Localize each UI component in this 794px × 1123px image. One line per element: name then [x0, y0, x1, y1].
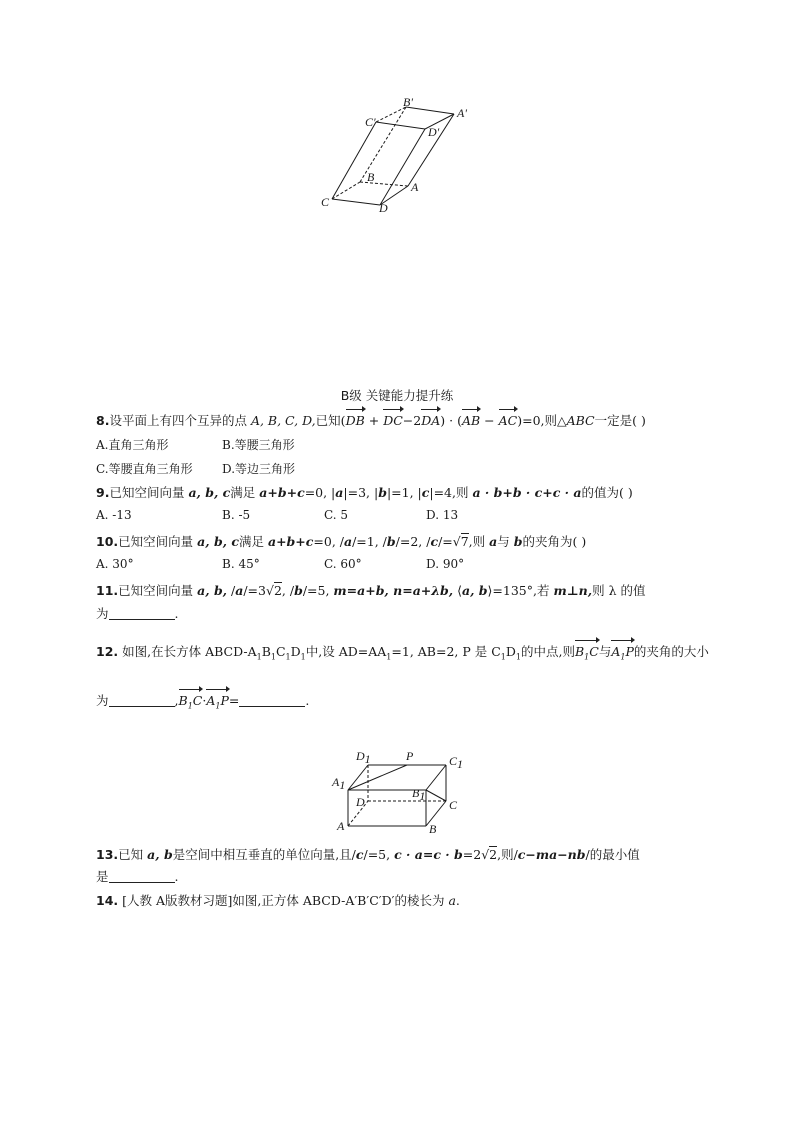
vector-da: DA	[421, 413, 441, 428]
label-c: C	[449, 798, 458, 812]
edge-b1-c1	[426, 765, 446, 790]
q10-a: a	[489, 534, 498, 549]
cuboid-figure	[330, 748, 470, 838]
q13-text: 是	[96, 869, 109, 884]
label-b: B	[429, 822, 437, 836]
q10-b: b	[513, 534, 523, 549]
q8-text: +	[364, 413, 384, 428]
section-title: B级 关键能力提升练	[340, 388, 454, 403]
question-12	[96, 643, 709, 667]
q12-text: C	[275, 644, 286, 659]
q11-text: 为	[96, 606, 109, 621]
label-a1: A1	[332, 775, 346, 792]
q9-text: 的值为( )	[581, 485, 633, 500]
answer-blank[interactable]	[109, 607, 175, 620]
q13-text: 已知	[118, 847, 148, 862]
q12-text: D	[505, 644, 516, 659]
subscript: 1	[300, 652, 306, 662]
subscript: 1	[285, 652, 291, 662]
q10-text: /=	[438, 534, 453, 549]
question-13	[96, 846, 640, 864]
question-14	[96, 892, 460, 910]
sqrt-value: 2	[489, 847, 498, 862]
q8-text: 已知(	[315, 413, 346, 428]
subscript: 1	[215, 701, 221, 711]
subscript: 1	[620, 652, 626, 662]
q10-c: c	[430, 534, 439, 549]
question-number: 11.	[96, 583, 119, 598]
question-9	[96, 484, 633, 502]
vector-b1c	[179, 692, 203, 716]
label-b: B	[367, 170, 375, 184]
q10-text: /=2, /	[395, 534, 431, 549]
q9-option-a: A. -13	[96, 508, 132, 522]
q13-c: c	[355, 847, 364, 862]
q13-ca: c · a=c · b	[394, 847, 463, 862]
q10-text: 的夹角为( )	[522, 534, 587, 549]
question-11-line2	[96, 605, 179, 623]
question-number: 14.	[96, 893, 119, 908]
answer-blank[interactable]	[109, 694, 175, 707]
q12-text: 如图,在长方体 ABCD-A	[118, 644, 257, 659]
sqrt-symbol: √7	[452, 534, 469, 549]
question-10	[96, 533, 586, 551]
q12-text: 中,设	[305, 644, 339, 659]
segment-b1-c	[426, 790, 446, 801]
vec-part: B	[178, 693, 188, 708]
subscript: 1	[256, 652, 262, 662]
q11-text: /=3	[243, 583, 266, 598]
label-c: C	[321, 195, 330, 209]
vec-part: P	[625, 644, 634, 659]
subscript: 1	[187, 701, 193, 711]
label-c1: C1	[449, 754, 464, 771]
q11-text: 已知空间向量	[118, 583, 198, 598]
q9-c: c	[421, 485, 430, 500]
vec-part: P	[220, 693, 229, 708]
q9-text: 满足	[230, 485, 260, 500]
label-b1: B1	[412, 786, 426, 803]
question-number: 9.	[96, 485, 110, 500]
vec-part: A	[206, 693, 216, 708]
q13-text: /的最小值	[585, 847, 640, 862]
q11-text: /	[227, 583, 236, 598]
q11-vars: a, b,	[197, 583, 228, 598]
edge-b1-a1	[406, 107, 454, 114]
q11-text: ⟩=135°,若	[487, 583, 554, 598]
subscript: 1	[270, 652, 276, 662]
vec-part: B	[574, 644, 585, 659]
label-d1: D1	[356, 749, 371, 766]
sqrt-value: 2	[273, 583, 282, 598]
q11-text: , /	[281, 583, 295, 598]
q9-option-b: B. -5	[222, 508, 251, 522]
label-p: P	[406, 749, 414, 763]
q10-option-b: B. 45°	[222, 557, 260, 571]
q9-text: 已知空间向量	[109, 485, 189, 500]
q10-text: =0, /	[313, 534, 344, 549]
vector-a1p	[611, 643, 634, 667]
question-number: 12.	[96, 644, 119, 659]
parallelepiped-figure	[318, 95, 478, 215]
vector-db: DB	[345, 413, 365, 428]
question-13-line2	[96, 868, 179, 886]
q13-ab: a, b	[147, 847, 173, 862]
q8-text: 一定是( )	[594, 413, 646, 428]
edge-c1-c	[332, 122, 376, 199]
vec-part: C	[192, 693, 203, 708]
vector-dc: DC	[383, 413, 403, 428]
q12-text: AD=AA	[338, 644, 387, 659]
q8-points: A, B, C, D,	[250, 413, 316, 428]
q8-text: −	[480, 413, 499, 428]
q9-vars: a, b, c	[188, 485, 231, 500]
label-d: D	[356, 795, 365, 809]
vector-ac: AC	[498, 413, 518, 428]
q10-text: 已知空间向量	[118, 534, 198, 549]
q11-text: ⟨	[453, 583, 462, 598]
label-c-prime: C'	[365, 115, 376, 129]
q11-b: b	[294, 583, 303, 598]
q11-perp: m⊥n,	[553, 583, 593, 598]
q13-text: /=5,	[363, 847, 395, 862]
q9-a: a	[335, 485, 344, 500]
subscript: 1	[584, 652, 590, 662]
q13-text: 是空间中相互垂直的单位向量,且/	[172, 847, 356, 862]
q9-option-d: D. 13	[426, 508, 459, 522]
answer-blank[interactable]	[239, 694, 305, 707]
q13-expr: c−ma−nb	[517, 847, 586, 862]
label-a-prime: A'	[457, 106, 467, 120]
question-number: 10.	[96, 534, 119, 549]
q9-text: |=4,则	[429, 485, 473, 500]
vec-part: C	[589, 644, 599, 659]
q9-option-c: C. 5	[324, 508, 349, 522]
triangle-name: ABC	[566, 413, 595, 428]
q11-ab: a, b	[462, 583, 488, 598]
q10-a: a	[343, 534, 353, 549]
q10-text: 与	[497, 534, 514, 549]
q12-text: 的夹角的大小	[633, 644, 709, 659]
sqrt-value: 7	[460, 534, 469, 549]
subscript: 1	[386, 652, 392, 662]
q13-text: ,则/	[497, 847, 518, 862]
q14-text: [人教 A版教材习题]如图,正方体 ABCD-A′B′C′D′的棱长为	[118, 893, 449, 908]
q8-option-c: C.等腰直角三角形	[96, 462, 193, 476]
edge-c-b	[332, 182, 360, 199]
q8-text: ) · (	[440, 413, 462, 428]
vector-ab: AB	[461, 413, 481, 428]
sqrt-symbol: √2	[481, 847, 498, 862]
subscript: 1	[500, 652, 506, 662]
question-11	[96, 582, 646, 600]
segment-a1-p	[348, 765, 407, 790]
q12-text: .	[305, 693, 310, 708]
q11-a: a	[235, 583, 244, 598]
edge-c1-b1	[376, 107, 406, 122]
vector-a1p	[206, 692, 229, 716]
q12-text: =	[228, 693, 240, 708]
q13-text: =2	[462, 847, 482, 862]
q12-text: =1, AB=2, P 是 C	[391, 644, 501, 659]
q11-text: 则 λ 的值	[592, 583, 646, 598]
q8-text: )=0,则△	[517, 413, 567, 428]
q10-option-c: C. 60°	[324, 557, 362, 571]
q13-text: .	[174, 869, 179, 884]
q8-option-b: B.等腰三角形	[222, 438, 295, 452]
subscript: 1	[515, 652, 521, 662]
q9-expr: a · b+b · c+c · a	[472, 485, 582, 500]
q10-text: /=1, /	[352, 534, 387, 549]
q10-b: b	[386, 534, 396, 549]
question-8	[96, 412, 646, 430]
q10-eq: a+b+c	[267, 534, 314, 549]
q14-text: .	[455, 893, 460, 908]
q9-b: b	[378, 485, 387, 500]
label-d: D	[379, 201, 388, 215]
label-b-prime: B'	[403, 95, 413, 109]
question-number: 8.	[96, 413, 110, 428]
q12-text: D	[290, 644, 301, 659]
q12-text: ,	[174, 693, 179, 708]
q10-option-a: A. 30°	[96, 557, 134, 571]
vector-b1c	[575, 643, 599, 667]
q14-a: a	[448, 893, 456, 908]
question-number: 13.	[96, 847, 119, 862]
question-12-line2	[96, 692, 309, 716]
q11-text: .	[174, 606, 179, 621]
q9-eq: a+b+c	[259, 485, 305, 500]
q12-text: B	[261, 644, 271, 659]
label-d-prime: D'	[428, 125, 440, 139]
q10-text: 满足	[239, 534, 268, 549]
q12-text: 为	[96, 693, 109, 708]
q8-option-d: D.等边三角形	[222, 462, 296, 476]
sqrt-symbol: √2	[265, 583, 282, 598]
q8-text: −2	[402, 413, 422, 428]
q12-text: ·	[202, 693, 207, 708]
q12-text: 的中点,则	[521, 644, 575, 659]
edge-c-d	[332, 199, 380, 205]
q10-option-d: D. 90°	[426, 557, 465, 571]
q10-text: ,则	[468, 534, 490, 549]
q12-text: 与	[598, 644, 612, 659]
q9-text: |=3, |	[343, 485, 379, 500]
q11-text: /=5,	[302, 583, 334, 598]
q10-vars: a, b, c	[197, 534, 239, 549]
label-a: A	[411, 180, 419, 194]
q11-mn: m=a+b, n=a+λb,	[333, 583, 454, 598]
q8-option-a: A.直角三角形	[96, 438, 169, 452]
q8-text: 设平面上有四个互异的点	[109, 413, 251, 428]
answer-blank[interactable]	[109, 870, 175, 883]
q9-text: |=1, |	[386, 485, 422, 500]
q9-text: =0, |	[304, 485, 336, 500]
vec-part: A	[611, 644, 621, 659]
label-a: A	[337, 819, 345, 833]
edge-d1-c1	[376, 122, 425, 129]
